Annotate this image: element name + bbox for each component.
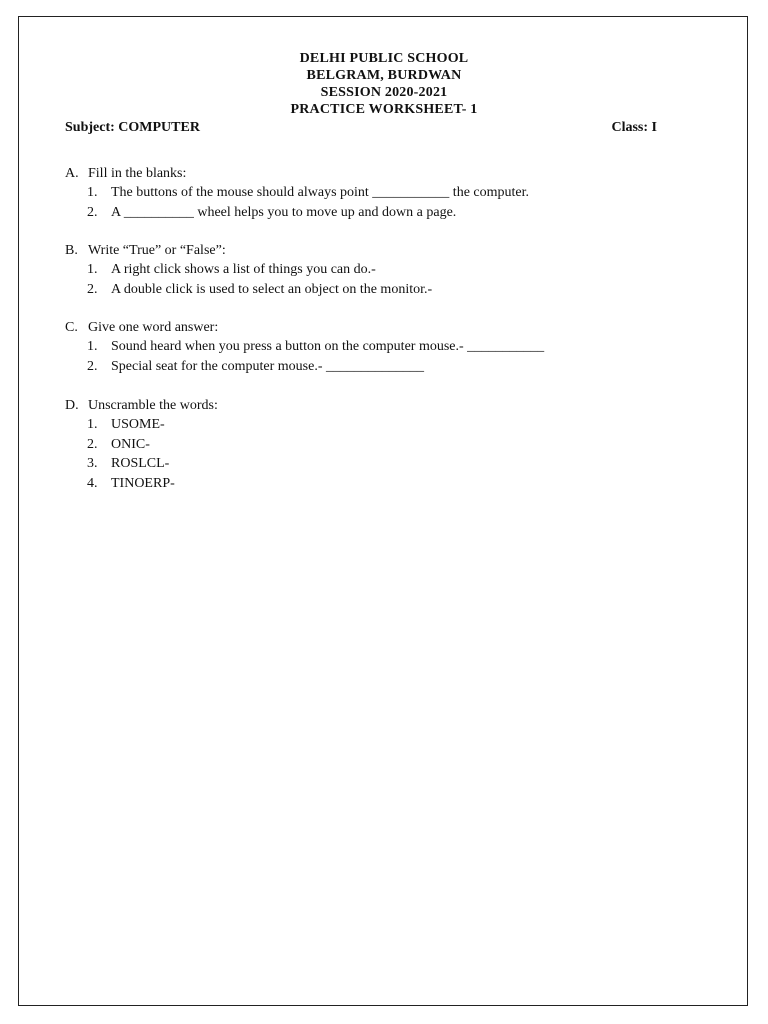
item-text: ONIC- [111,436,150,452]
item-text: A double click is used to select an object on the monitor.- [111,281,433,297]
item-number: 1. [87,185,98,201]
item-number: 2. [87,281,98,297]
document-header [0,50,768,118]
list-item [65,260,432,279]
school-location: BELGRAM, BURDWAN [306,68,462,83]
item-text: ROSLCL- [111,456,170,472]
section-letter: B. [65,243,78,258]
section-heading [65,318,544,337]
section-b [65,241,432,299]
list-item [65,337,544,356]
item-text: A __________ wheel helps you to move up and down a page. [111,204,457,220]
item-number: 4. [87,475,98,491]
school-name: DELHI PUBLIC SCHOOL [299,51,469,66]
list-item [65,203,529,222]
list-item [65,474,218,493]
item-text: USOME- [111,417,165,433]
list-item [65,415,218,434]
worksheet-title: PRACTICE WORKSHEET- 1 [290,102,478,117]
section-heading-text: Write “True” or “False”: [88,243,226,258]
section-heading-text: Fill in the blanks: [88,166,187,181]
section-letter: A. [65,166,79,181]
item-text: A right click shows a list of things you can do.- [111,262,376,278]
item-number: 1. [87,339,98,355]
item-text: Special seat for the computer mouse.- ______________ [111,358,424,374]
list-item [65,435,218,454]
subject-label: Subject: COMPUTER [65,120,200,135]
item-number: 2. [87,436,98,452]
item-text: The buttons of the mouse should always point ___________ the computer. [111,185,530,201]
section-heading [65,164,529,183]
section-heading [65,396,218,415]
item-number: 1. [87,262,98,278]
section-c [65,318,544,376]
section-a [65,164,529,222]
item-number: 2. [87,358,98,374]
list-item [65,280,432,299]
section-heading-text: Give one word answer: [88,320,219,335]
section-letter: D. [65,398,79,413]
item-number: 3. [87,456,98,472]
section-heading-text: Unscramble the words: [88,398,218,413]
item-text: TINOERP- [111,475,175,491]
item-number: 1. [87,417,98,433]
class-label: Class: I [611,120,657,135]
list-item [65,183,529,202]
list-item [65,454,218,473]
section-heading [65,241,432,260]
session-label: SESSION 2020-2021 [320,85,448,100]
item-text: Sound heard when you press a button on the computer mouse.- ___________ [111,339,545,355]
item-number: 2. [87,204,98,220]
list-item [65,357,544,376]
section-letter: C. [65,320,78,335]
section-d [65,396,218,493]
